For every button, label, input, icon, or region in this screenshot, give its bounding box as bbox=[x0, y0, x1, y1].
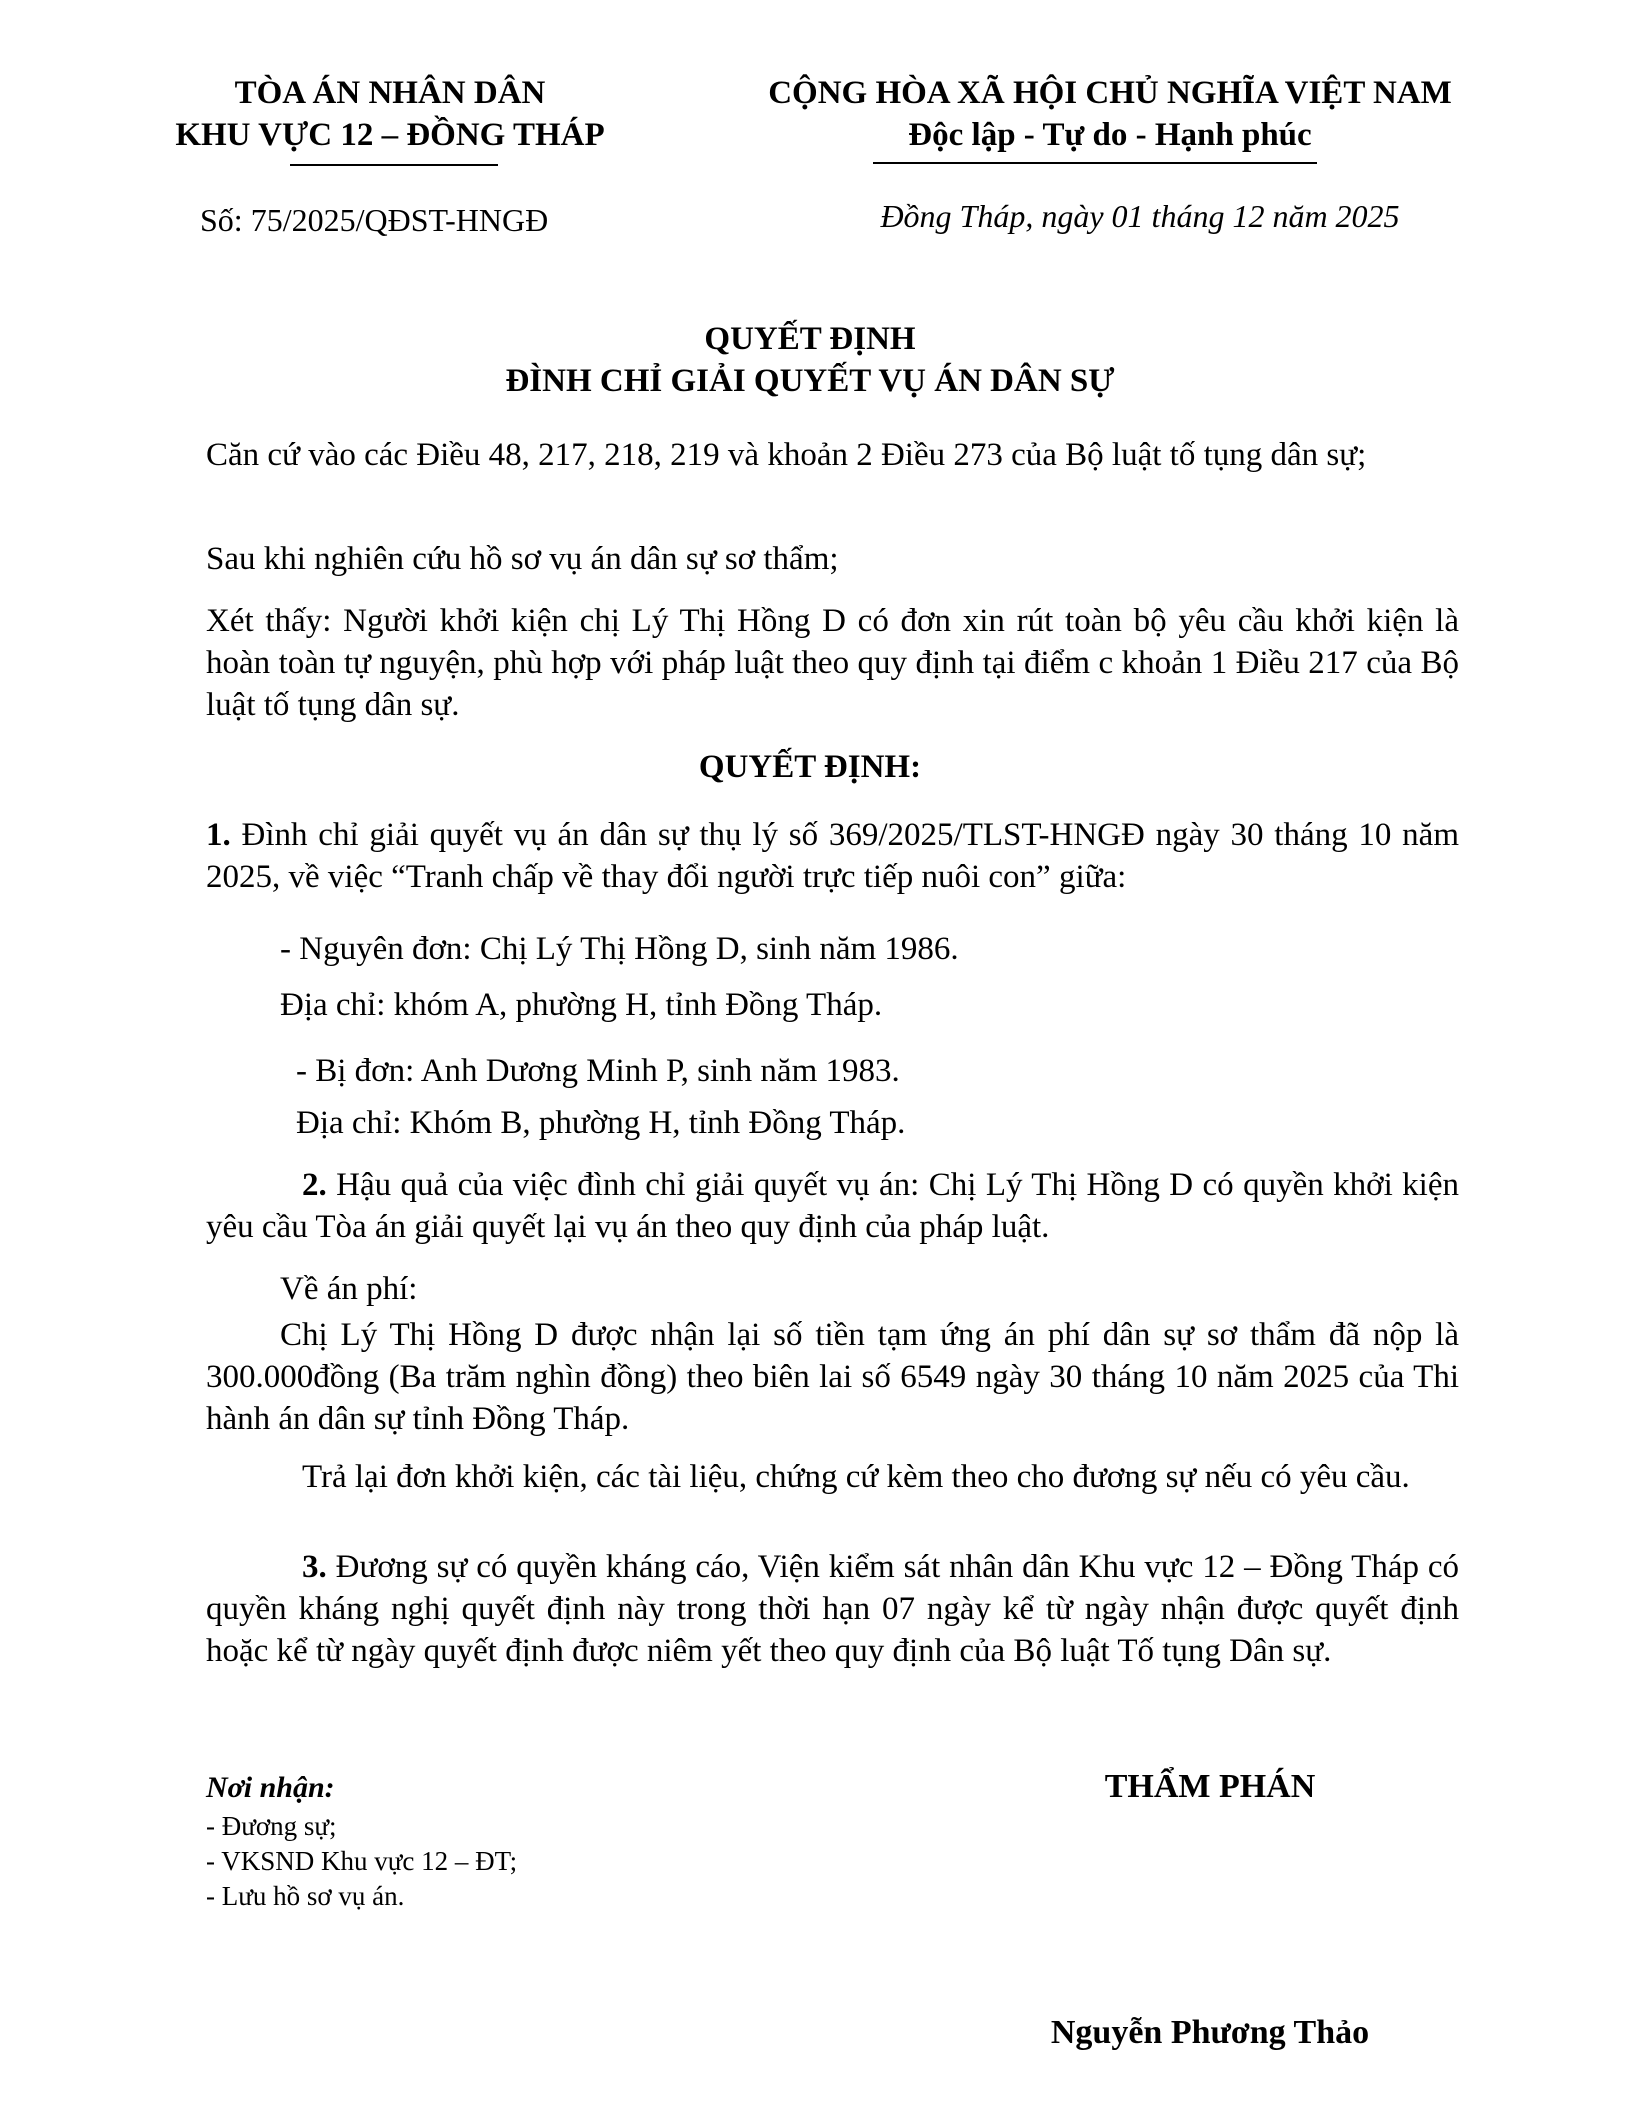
receivers-heading: Nơi nhận: bbox=[206, 1771, 335, 1804]
receiver-item: - Lưu hồ sơ vụ án. bbox=[206, 1881, 405, 1911]
national-motto: Độc lập - Tự do - Hạnh phúc bbox=[908, 117, 1312, 153]
item-3-text: Đương sự có quyền kháng cáo, Viện kiểm sát nhân dân Khu vực 12 – Đồng Tháp có quyền kháng nghị quyết định này trong thời hạn 07 ngày kể từ ngày nhận được quyết định hoặc kể từ ngày quyết định được niêm yết theo quy định của Bộ luật Tố tụng Dân sự. bbox=[206, 1549, 1459, 1669]
national-motto-block bbox=[710, 72, 1510, 156]
court-fee-paragraph: Chị Lý Thị Hồng D được nhận lại số tiền tạm ứng án phí dân sự sơ thẩm đã nộp là 300.000đồng (Ba trăm nghìn đồng) theo biên lai số 6549 ngày 30 tháng 10 năm 2025 của Thi hành án dân sự tỉnh Đồng Tháp. bbox=[206, 1317, 1459, 1437]
plaintiff-line: - Nguyên đơn: Chị Lý Thị Hồng D, sinh năm 1986. bbox=[280, 931, 959, 967]
court-name-line1: TÒA ÁN NHÂN DÂN bbox=[234, 75, 546, 111]
document-title bbox=[160, 318, 1460, 402]
receiver-item: - VKSND Khu vực 12 – ĐT; bbox=[206, 1846, 518, 1876]
document-number: Số: 75/2025/QĐST-HNGĐ bbox=[200, 202, 549, 238]
signer-name: Nguyễn Phương Thảo bbox=[1050, 2014, 1370, 2051]
decision-item-1 bbox=[206, 814, 1459, 898]
court-fee-heading: Về án phí: bbox=[280, 1271, 418, 1307]
item-3-number: 3. bbox=[302, 1549, 327, 1585]
item-2-text: Hậu quả của việc đình chỉ giải quyết vụ án: Chị Lý Thị Hồng D có quyền khởi kiện yêu cầu Tòa án giải quyết lại vụ án theo quy định của pháp luật. bbox=[206, 1167, 1459, 1245]
signer-title: THẨM PHÁN bbox=[1104, 1768, 1316, 1805]
item-2-number: 2. bbox=[302, 1167, 327, 1203]
court-name-block bbox=[160, 72, 620, 156]
decision-item-2 bbox=[206, 1164, 1459, 1248]
item-1-text: Đình chỉ giải quyết vụ án dân sự thụ lý số 369/2025/TLST-HNGĐ ngày 30 tháng 10 năm 2025, về việc “Tranh chấp về thay đổi người trực tiếp nuôi con” giữa: bbox=[206, 817, 1459, 895]
case-study-paragraph: Sau khi nghiên cứu hồ sơ vụ án dân sự sơ thẩm; bbox=[206, 541, 839, 577]
decision-item-3 bbox=[206, 1546, 1459, 1672]
receiver-item: - Đương sự; bbox=[206, 1811, 337, 1841]
court-underline bbox=[290, 164, 498, 166]
item-1-number: 1. bbox=[206, 817, 231, 853]
document-title-line1: QUYẾT ĐỊNH bbox=[704, 321, 916, 357]
consideration-paragraph: Xét thấy: Người khởi kiện chị Lý Thị Hồng D có đơn xin rút toàn bộ yêu cầu khởi kiện là hoàn toàn tự nguyện, phù hợp với pháp luật theo quy định tại điểm c khoản 1 Điều 217 của Bộ luật tố tụng dân sự. bbox=[206, 603, 1459, 723]
legal-basis-paragraph: Căn cứ vào các Điều 48, 217, 218, 219 và khoản 2 Điều 273 của Bộ luật tố tụng dân sự; bbox=[206, 437, 1367, 473]
motto-underline bbox=[873, 162, 1317, 164]
plaintiff-address: Địa chỉ: khóm A, phường H, tỉnh Đồng Tháp. bbox=[280, 987, 883, 1023]
document-title-line2: ĐÌNH CHỈ GIẢI QUYẾT VỤ ÁN DÂN SỰ bbox=[505, 363, 1115, 399]
court-name-line2: KHU VỰC 12 – ĐỒNG THÁP bbox=[175, 117, 605, 153]
receivers-block bbox=[206, 1770, 826, 1914]
document-date: Đồng Tháp, ngày 01 tháng 12 năm 2025 bbox=[880, 198, 1400, 234]
defendant-line: - Bị đơn: Anh Dương Minh P, sinh năm 1983. bbox=[296, 1053, 900, 1089]
document-return-paragraph: Trả lại đơn khởi kiện, các tài liệu, chứng cứ kèm theo cho đương sự nếu có yêu cầu. bbox=[302, 1459, 1410, 1495]
decision-heading: QUYẾT ĐỊNH: bbox=[698, 749, 922, 785]
defendant-address: Địa chỉ: Khóm B, phường H, tỉnh Đồng Tháp. bbox=[296, 1105, 906, 1141]
national-title: CỘNG HÒA XÃ HỘI CHỦ NGHĨA VIỆT NAM bbox=[768, 75, 1452, 111]
